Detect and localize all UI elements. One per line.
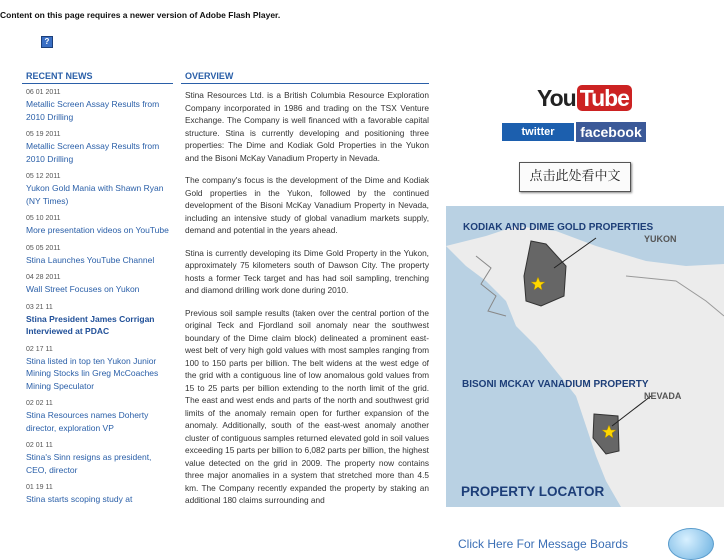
news-item [26, 303, 173, 338]
chinese-version-button[interactable]: 点击此处看中文 [519, 162, 631, 192]
nevada-label: NEVADA [644, 391, 682, 401]
news-link[interactable]: Stina listed in top ten Yukon Junior Mining Stocks lin Greg McCoaches Mining Speculator [26, 355, 159, 391]
property-locator-map[interactable] [446, 206, 724, 507]
news-date: 03 21 11 [26, 303, 53, 311]
news-item [26, 441, 173, 476]
news-date: 06 01 2011 [26, 89, 61, 96]
facebook-button[interactable]: facebook [576, 122, 646, 142]
news-date: 02 17 11 [26, 345, 53, 353]
news-item [26, 172, 173, 207]
message-boards-link[interactable]: Click Here For Message Boards [458, 537, 629, 551]
news-link[interactable]: Stina Resources names Doherty director, exploration VP [26, 410, 149, 433]
news-date: 05 19 2011 [26, 131, 61, 138]
property-locator-label: PROPERTY LOCATOR [461, 484, 605, 499]
news-item [26, 130, 173, 165]
news-item [26, 88, 173, 123]
news-link[interactable]: Stina President James Corrigan Interviewed at PDAC [26, 313, 155, 336]
news-link[interactable]: Stina Launches YouTube Channel [26, 254, 155, 265]
map-graphic [446, 206, 724, 507]
news-item [26, 244, 173, 267]
flash-plugin-icon[interactable]: ? [41, 36, 53, 48]
twitter-button[interactable]: twitter [502, 123, 574, 141]
news-item [26, 483, 173, 506]
overview-paragraph: The company's focus is the development of the Dime and Kodiak Gold properties in the Yukon, followed by the continued development of the Bisoni McKay Vanadium Property in Nevada, including an intensive study of global vanadium markets supply, demand and potential in the years ahead. [185, 175, 429, 235]
news-item [26, 273, 173, 296]
recent-news-panel [22, 69, 173, 513]
news-link[interactable]: More presentation videos on YouTube [26, 225, 169, 235]
news-link[interactable]: Stina's Sinn resigns as president, CEO, director [26, 452, 152, 475]
news-link[interactable]: Metallic Screen Assay Results from 2010 Drilling [26, 99, 160, 122]
youtube-tube-text: Tube [577, 85, 632, 111]
news-date: 05 10 2011 [26, 215, 61, 222]
news-link[interactable]: Stina starts scoping study at [26, 494, 133, 504]
news-item [26, 214, 173, 237]
message-bubble-icon[interactable] [668, 528, 714, 560]
news-item [26, 399, 173, 434]
flash-warning-text: Content on this page requires a newer version of Adobe Flash Player. [0, 10, 281, 20]
news-list [22, 84, 173, 506]
news-date: 01 19 11 [26, 484, 53, 491]
overview-paragraph: Previous soil sample results (taken over the central portion of the original Teck and Fjordland soil anomaly near the southwest boundary of the Dime claim block) delineated a prominent east- west belt of very high gold values with most samples ranging from 100 to 150 parts per billion. The belt widens at the west edge of the grid with a contiguous line of low anomalous gold values from 15 to 25 parts per billion extending to the north limit of the grid. The east and west ends and parts of the north and southwest grid limits of the anomaly remain open for further expansion of the anomaly. Additionally, south of the east-west anomaly another cluster of contiguous samples returned elevated gold in soil values exceeding 15 parts per billion to 6,082 parts per billion, the highest value detected on the grid in 2009. The property now contains three major anomalies in a system that stretched more than 4.5 km. The Company recently expanded the property by staking an additional 180 claims surrounding and [185, 307, 429, 505]
overview-heading: OVERVIEW [181, 69, 429, 84]
news-date: 02 01 11 [26, 442, 53, 449]
news-link[interactable]: Yukon Gold Mania with Shawn Ryan (NY Times) [26, 183, 164, 206]
overview-panel [181, 69, 429, 545]
news-date: 05 05 2011 [26, 244, 61, 252]
news-link[interactable]: Metallic Screen Assay Results from 2010 Drilling [26, 141, 160, 164]
overview-paragraph: Stina Resources Ltd. is a British Columbia Resource Exploration Company incorporated in 1986 and trading on the TSX Venture Exchange. The Company is well financed with a favorable capital structure. Stina is currently developing and positioning three properties: The Dime and Kodiak Gold Properties in the Yukon and the Bisoni McKay Vanadium Property in Nevada. [185, 90, 429, 163]
news-item [26, 345, 173, 393]
youtube-logo-link[interactable] [537, 85, 632, 113]
bisoni-title: BISONI MCKAY VANADIUM PROPERTY [462, 379, 649, 390]
youtube-you-text: You [537, 85, 576, 111]
overview-text [181, 84, 429, 507]
overview-paragraph: Stina is currently developing its Dime Gold Property in the Yukon, approximately 75 kilometers south of Dawson City. The property hosts a former Teck target and has had soil sampling, trenching and diamond drilling work done during 2010. [185, 247, 429, 295]
news-date: 04 28 2011 [26, 274, 61, 281]
recent-news-heading: RECENT NEWS [22, 69, 173, 84]
yukon-label: YUKON [644, 234, 677, 244]
news-date: 05 12 2011 [26, 173, 61, 180]
news-date: 02 02 11 [26, 400, 53, 407]
kodiak-dime-title: KODIAK AND DIME GOLD PROPERTIES [463, 222, 654, 233]
news-link[interactable]: Wall Street Focuses on Yukon [26, 284, 140, 294]
